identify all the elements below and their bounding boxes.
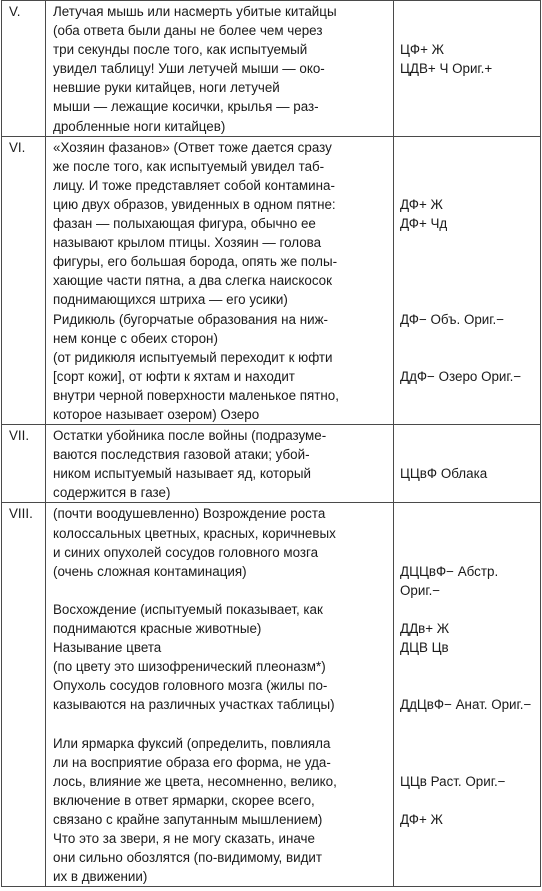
response-line: невшие руки китайцев, ноги летучей [53, 80, 280, 96]
blank-line [400, 734, 536, 753]
response-line: же после того, как испытуемый увидел таб- [53, 158, 325, 174]
table-row [2, 425, 541, 503]
response-line: Или ярмарка фуксий (определить, повлияла [53, 735, 331, 751]
table-row [2, 136, 541, 424]
response-line: [сорт кожи], от юфти к яхтам и находит [53, 368, 295, 384]
scoring-code: ДФ+ Ж [400, 811, 443, 827]
blank-line [400, 97, 536, 116]
response-line: содержится в газе) [53, 485, 171, 501]
response-line: Опухоль сосудов головного мозга (жилы по- [53, 678, 328, 694]
scoring-code: ДдЦвФ− Анат. Ориг.− [400, 697, 532, 713]
response-line: ли на восприятие образа его форма, не уда- [53, 754, 331, 770]
table-row [2, 1, 541, 137]
scoring-code: ДДв+ Ж [400, 621, 450, 636]
response-line: мыши — лежащие косички, крылья — раз- [53, 99, 319, 115]
blank-line [53, 581, 387, 600]
blank-line [400, 176, 536, 195]
blank-line [400, 78, 536, 97]
blank-line [400, 426, 536, 445]
blank-line [400, 271, 536, 290]
blank-line [400, 233, 536, 252]
response-line: внутри черной поверхности маленькое пятно, [53, 387, 339, 403]
response-line: и синих опухолей сосудов головного мозга [53, 544, 319, 560]
scoring-code: ДФ− Объ. Ориг.− [400, 311, 505, 327]
response-line: они сильно обозлятся (по-видимому, видит [53, 850, 323, 866]
response-line: увидел таблицу! Уши летучей мыши — око- [53, 61, 325, 77]
blank-line [400, 348, 536, 367]
blank-line [400, 829, 536, 848]
blank-line [400, 117, 536, 136]
response-line: «Хозяин фазанов» (Ответ тоже дается сразу [53, 139, 332, 155]
scoring-code: ДФ+ Ж [400, 196, 443, 212]
scoring-code: ЦДВ+ Ч Ориг.+ [400, 61, 493, 77]
scoring-code: ДдФ− Озеро Ориг.− [400, 368, 522, 384]
scoring-code-cell [394, 503, 541, 887]
scoring-code: ЦЦвФ Облака [400, 466, 488, 482]
response-line: поднимаются красные животные) [53, 621, 262, 636]
blank-line [400, 504, 536, 523]
response-line: колоссальных цветных, красных, коричневых [53, 525, 336, 541]
response-text-cell [46, 425, 394, 503]
row-number: VIII. [2, 503, 46, 887]
response-line: хающие части пятна, а два слегка наискосок [53, 273, 332, 289]
blank-line [53, 714, 387, 733]
response-line: Что это за звери, я не могу сказать, иначе [53, 831, 315, 847]
response-line: (почти воодушевленно) Возрождение роста [53, 506, 326, 522]
blank-line [400, 676, 536, 695]
blank-line [400, 657, 536, 676]
response-line: фигуры, его большая борода, опять же полы- [53, 254, 338, 270]
row-number: V. [2, 1, 46, 137]
blank-line [400, 445, 536, 464]
response-table [1, 0, 541, 887]
response-line: Ридикюль (бугорчатые образования на ниж- [53, 311, 329, 327]
blank-line [400, 138, 536, 157]
scoring-code: ДФ+ Чд [400, 216, 448, 232]
response-line: называют крылом птицы. Хозяин — голова [53, 235, 322, 251]
blank-line [400, 791, 536, 810]
response-line: лицу. И тоже представляет собой контамина- [53, 177, 335, 193]
scoring-code: ДЦЦвФ− Абстр. [400, 563, 499, 579]
response-line: фазан — полыхающая фигура, обычно ее [53, 216, 316, 232]
response-line: дробленные ноги китайцев) [53, 118, 226, 134]
response-line: Остатки убойника после войны (подразуме- [53, 428, 327, 444]
scoring-code: Ориг.− [400, 582, 441, 598]
scoring-code-cell [394, 425, 541, 503]
scoring-code: ЦЦв Раст. Ориг.− [400, 773, 506, 789]
response-line: казываются на различных участках таблицы) [53, 697, 335, 713]
response-line: которое называет озером) Озеро [53, 406, 260, 422]
response-text-cell [46, 503, 394, 887]
response-line: лось, влияние же цвета, несомненно, велико, [53, 773, 337, 789]
response-line: (оба ответа были даны не более чем через [53, 23, 323, 39]
blank-line [400, 2, 536, 21]
blank-line [400, 252, 536, 271]
blank-line [400, 543, 536, 562]
response-line: (от ридикюля испытуемый переходит к юфти [53, 349, 333, 365]
blank-line [400, 483, 536, 502]
response-line: поднимающихся штриха — его усики) [53, 292, 288, 308]
response-line: (по цвету это шизофренический плеоназм*) [53, 659, 326, 675]
scoring-code-cell [394, 136, 541, 424]
blank-line [400, 329, 536, 348]
scoring-code: ЦФ+ Ж [400, 42, 444, 58]
response-line: Называние цвета [53, 640, 162, 656]
row-number: VI. [2, 136, 46, 424]
response-line: ником испытуемый называет яд, который [53, 466, 311, 482]
response-line: нем конце с обеих сторон) [53, 330, 218, 346]
response-line: связано с крайне запутанным мышлением) [53, 811, 323, 827]
blank-line [400, 867, 536, 886]
table-row [2, 503, 541, 887]
scoring-code: ДЦВ Цв [400, 640, 449, 656]
blank-line [400, 405, 536, 424]
response-line: цию двух образов, увиденных в одном пятне: [53, 196, 336, 212]
response-text-cell [46, 136, 394, 424]
response-line: (очень сложная контаминация) [53, 563, 247, 579]
blank-line [400, 714, 536, 733]
blank-line [400, 524, 536, 543]
scoring-code-cell [394, 1, 541, 137]
response-line: ваются последствия газовой атаки; убой- [53, 447, 310, 463]
response-line: три секунды после того, как испытуемый [53, 42, 308, 58]
blank-line [400, 290, 536, 309]
blank-line [400, 753, 536, 772]
blank-line [400, 386, 536, 405]
blank-line [400, 157, 536, 176]
blank-line [400, 21, 536, 40]
response-line: включение в ответ ярмарки, скорее всего, [53, 792, 315, 808]
row-number: VII. [2, 425, 46, 503]
response-text-cell [46, 1, 394, 137]
response-line: их в движении) [53, 869, 148, 885]
blank-line [400, 600, 536, 619]
response-line: Восхождение (испытуемый показывает, как [53, 601, 323, 617]
response-line: Летучая мышь или насмерть убитые китайцы [53, 4, 337, 19]
blank-line [400, 848, 536, 867]
